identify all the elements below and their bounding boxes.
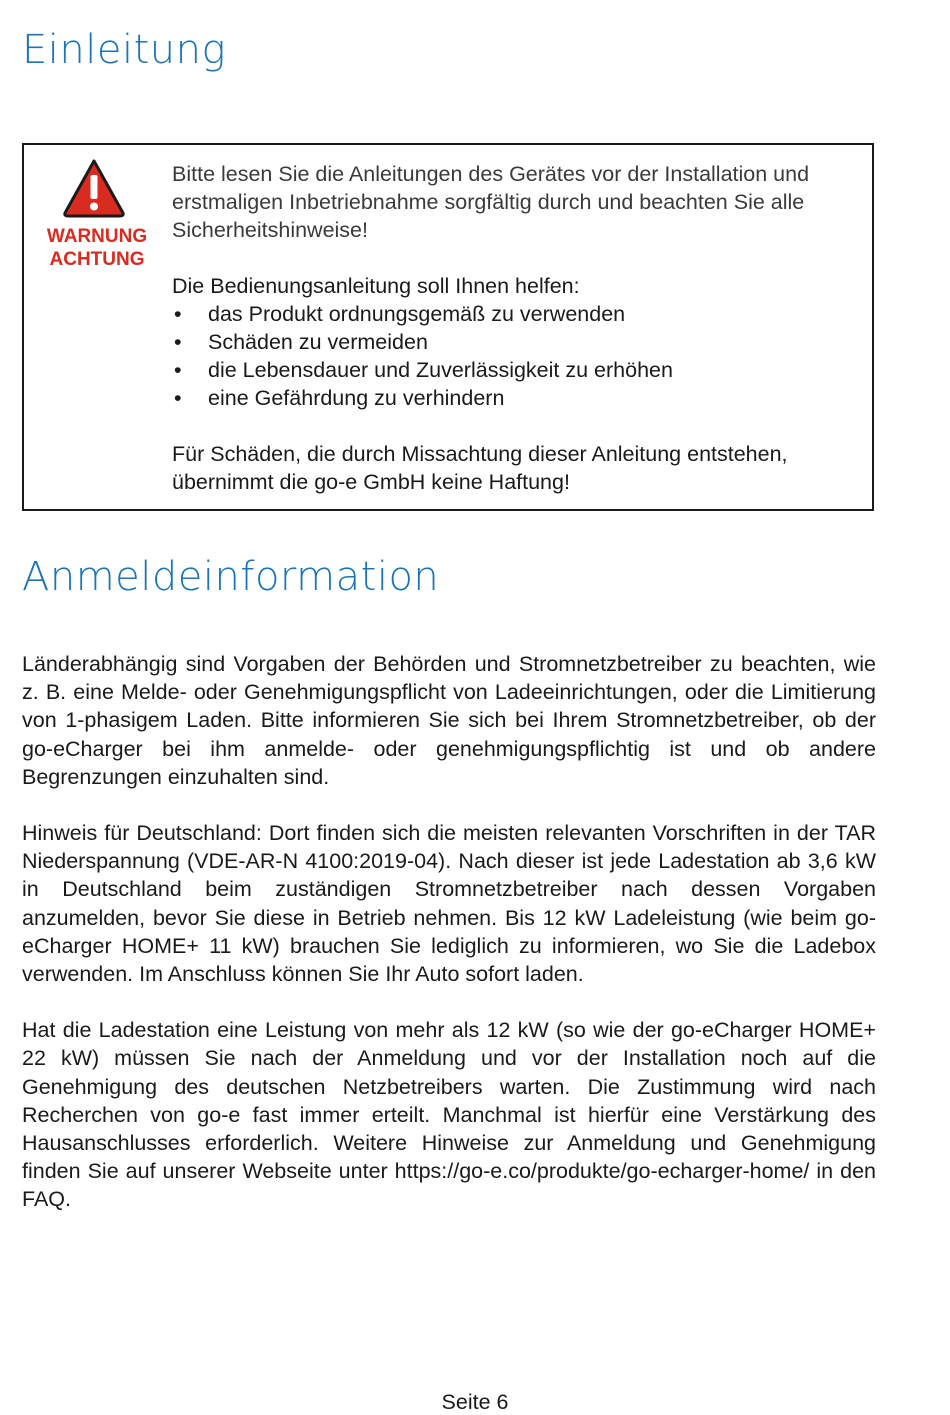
section-heading-anmeldeinformation: Anmeldeinformation [22,554,440,600]
paragraph: Hinweis für Deutschland: Dort finden sich die meisten relevanten Vorschriften in der TAR Niederspannung (VDE-AR-N 4100:2019-04). Nach dieser ist jede Ladestation ab 3,6 kW in Deutschland beim zuständigen Stromnetzbetreiber nach dessen Vorgaben anzumelden, bevor Sie diese in Betrieb nehmen. Bis 12 kW Ladeleistung (wie beim go-eCharger HOME+ 11 kW) brauchen Sie lediglich zu informieren, wo Sie die Ladebox verwenden. Im Anschluss können Sie Ihr Auto sofort laden. [22,821,876,987]
registration-body [22,650,876,1242]
paragraph: Länderabhängig sind Vorgaben der Behörden und Stromnetzbetreiber zu beachten, wie z. B. eine Melde- oder Genehmigungspflicht von Ladeeinrichtungen, oder die Limitierung von 1-phasigem Laden. Bitte informieren Sie sich bei Ihrem Stromnetzbetreiber, ob der go-eCharger bei ihm anmelde- oder genehmigungspflichtig ist und ob andere Begrenzungen einzuhalten sind. [22,652,876,789]
warning-disclaimer: Für Schäden, die durch Missachtung dieser Anleitung entstehen, übernimmt die go-e GmbH keine Haftung! [172,442,788,494]
list-item: • das Produkt ordnungsgemäß zu verwenden [172,300,866,328]
list-item: • Schäden zu vermeiden [172,328,866,356]
section-heading-einleitung: Einleitung [22,27,226,73]
warning-label-line2: ACHTUNG [49,249,145,270]
paragraph: Hat die Ladestation eine Leistung von mehr als 12 kW (so wie der go-eCharger HOME+ 22 kW) müssen Sie nach der Anmeldung und vor der Installation noch auf die Genehmigung des deutschen Netzbetreibers warten. Die Zustimmung wird nach Recherchen von go-e fast immer erteilt. Manchmal ist hierfür eine Verstärkung des Hausanschlusses erforderlich. Weitere Hinweise zur Anmeldung und Genehmigung finden Sie auf unserer Webseite unter https://go-e.co/produkte/go-echarger-home/ in den FAQ. [22,1018,876,1212]
warning-label [30,225,164,271]
warning-list-title: Die Bedienungsanleitung soll Ihnen helfen: [172,274,580,298]
warning-box [22,143,874,511]
warning-text [172,160,866,496]
warning-list [172,300,866,412]
warning-label-line1: WARNUNG [46,226,148,247]
warning-triangle-icon [62,158,126,218]
page-number: Seite 6 [441,1390,509,1414]
list-item: • die Lebensdauer und Zuverlässigkeit zu erhöhen [172,356,866,384]
list-item: • eine Gefährdung zu verhindern [172,384,866,412]
warning-intro: Bitte lesen Sie die Anleitungen des Gerätes vor der Installation und erstmaligen Inbetriebnahme sorgfältig durch und beachten Sie alle Sicherheitshinweise! [172,162,810,242]
